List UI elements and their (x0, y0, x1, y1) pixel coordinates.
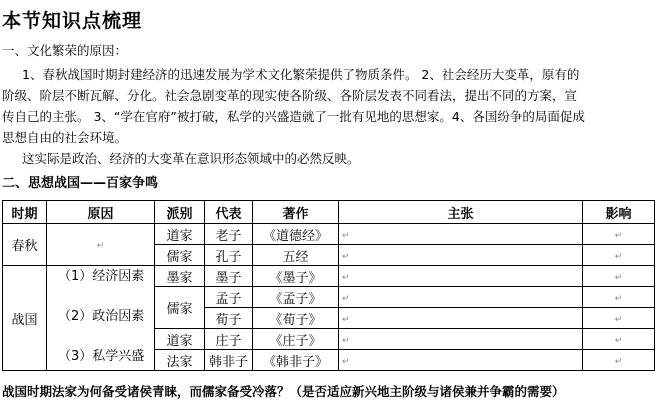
school-cell: 道家 (155, 329, 205, 350)
reason-cell-empty (47, 224, 155, 266)
cell-mark: ↵ (342, 272, 350, 283)
proposition-cell (339, 266, 583, 287)
cell-mark: ↵ (614, 272, 623, 283)
works-cell: 《荀子》 (253, 308, 339, 329)
header-period: 时期 (3, 201, 47, 224)
cell-mark: ↵ (342, 335, 350, 346)
header-representative: 代表 (205, 201, 253, 224)
school-cell: 道家 (155, 224, 205, 245)
proposition-cell (339, 308, 583, 329)
reason-political: （2）政治因素 (58, 309, 145, 324)
reasons-cell (47, 266, 155, 371)
cell-mark: ↵ (614, 251, 623, 262)
header-school: 派别 (155, 201, 205, 224)
representative-cell: 老子 (205, 224, 253, 245)
influence-cell (583, 329, 655, 350)
header-works: 著作 (253, 201, 339, 224)
influence-cell (583, 287, 655, 308)
cell-mark: ↵ (614, 335, 623, 346)
school-cell: 儒家 (155, 287, 205, 329)
representative-cell: 孔子 (205, 245, 253, 266)
section1-line-2: 阶级、阶层不断瓦解、分化。社会急剧变革的现实使各阶级、各阶层发表不同看法，提出不同的方案，宣 (2, 88, 578, 103)
cell-mark: ↵ (342, 230, 350, 241)
influence-cell (583, 308, 655, 329)
period-spring-autumn: 春秋 (3, 224, 47, 266)
page-title: 本节知识点梳理 (2, 10, 143, 32)
proposition-cell (339, 224, 583, 245)
influence-cell (583, 266, 655, 287)
cell-mark: ↵ (614, 293, 623, 304)
influence-cell (583, 350, 655, 371)
reason-economic: （1）经济因素 (58, 269, 145, 284)
schools-table (2, 200, 655, 371)
representative-cell: 荀子 (205, 308, 253, 329)
representative-cell: 墨子 (205, 266, 253, 287)
table-row (3, 266, 655, 287)
header-proposition: 主张 (339, 201, 583, 224)
works-cell: 《庄子》 (253, 329, 339, 350)
cell-mark: ↵ (614, 356, 623, 367)
school-cell: 墨家 (155, 266, 205, 287)
proposition-cell (339, 287, 583, 308)
proposition-cell (339, 329, 583, 350)
reason-private-school: （3）私学兴盛 (58, 349, 145, 364)
proposition-cell (339, 245, 583, 266)
cell-mark: ↵ (342, 251, 350, 262)
works-cell: 《道德经》 (253, 224, 339, 245)
school-cell: 儒家 (155, 245, 205, 266)
cell-mark: ↵ (342, 356, 350, 367)
works-cell: 《孟子》 (253, 287, 339, 308)
section1-title: 一、文化繁荣的原因： (2, 43, 128, 58)
table-header-row (3, 201, 655, 224)
header-reason: 原因 (47, 201, 155, 224)
header-influence: 影响 (583, 201, 655, 224)
representative-cell: 韩非子 (205, 350, 253, 371)
section1-line-4: 思想自由的社会环境。 (2, 130, 128, 145)
cell-mark: ↵ (614, 230, 623, 241)
influence-cell (583, 224, 655, 245)
proposition-cell (339, 350, 583, 371)
section1-line-3: 传自己的主张。 3、“学在官府”被打破，私学的兴盛造就了一批有见地的思想家。4、各国纷争的局面促成 (2, 109, 585, 124)
representative-cell: 孟子 (205, 287, 253, 308)
section1-line-1: 1、春秋战国时期封建经济的迅速发展为学术文化繁荣提供了物质条件。 2、社会经历大变革，原有的 (22, 67, 580, 82)
footer-question: 战国时期法家为何备受诸侯青睐，而儒家备受冷落？（是否适应新兴地主阶级与诸侯兼并争霸的需要） (2, 384, 565, 399)
cell-mark: ↵ (614, 314, 623, 325)
representative-cell: 庄子 (205, 329, 253, 350)
works-cell: 五经 (253, 245, 339, 266)
cell-mark: ↵ (342, 293, 350, 304)
section2-title: 二、思想战国——百家争鸣 (2, 176, 159, 191)
school-cell: 法家 (155, 350, 205, 371)
cell-mark: ↵ (96, 241, 105, 251)
period-warring-states: 战国 (3, 266, 47, 371)
influence-cell (583, 245, 655, 266)
works-cell: 《墨子》 (253, 266, 339, 287)
works-cell: 《韩非子》 (253, 350, 339, 371)
cell-mark: ↵ (342, 314, 350, 325)
table-row (3, 224, 655, 245)
section1-conclusion: 这实际是政治、经济的大变革在意识形态领域中的必然反映。 (22, 151, 360, 166)
